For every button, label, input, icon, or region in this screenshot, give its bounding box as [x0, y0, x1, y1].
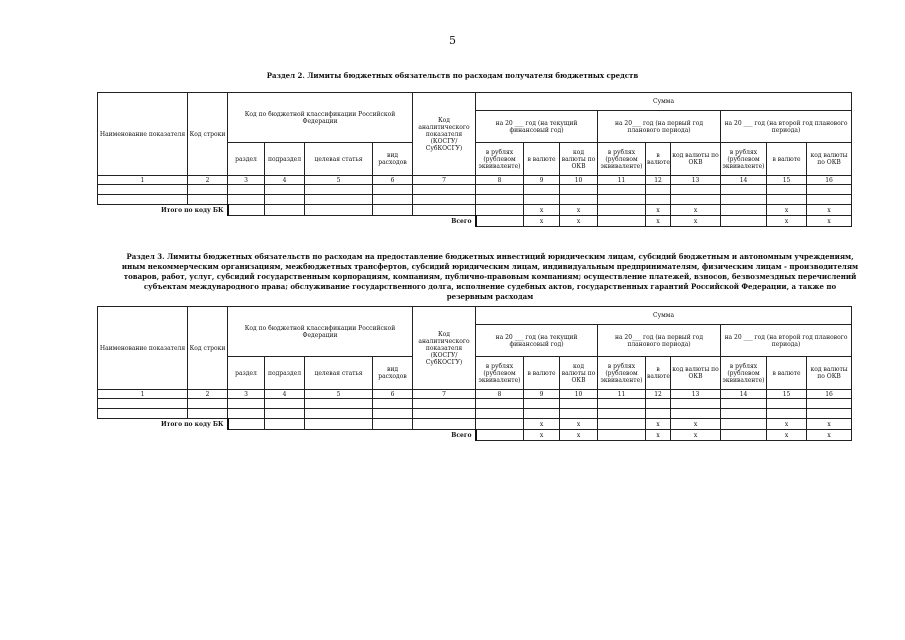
header-period-current: на 20 ___ год (на текущий финансовый год) — [476, 325, 598, 357]
section-2-title: Раздел 2. Лимиты бюджетных обязательств по расходам получателя бюджетных средств — [266, 71, 639, 80]
header-okv-current: код валюты по ОКВ — [560, 143, 598, 176]
col-number: 5 — [305, 176, 373, 185]
header-cur-first: в валюте — [646, 357, 671, 390]
table-row — [98, 409, 852, 419]
table-row — [98, 399, 852, 409]
x-mark: x — [807, 216, 852, 227]
col-number: 6 — [373, 176, 413, 185]
x-mark: x — [807, 205, 852, 216]
total-bk-row — [98, 419, 852, 430]
col-number: 14 — [721, 390, 767, 399]
col-number: 13 — [671, 176, 721, 185]
section-3-title: Раздел 3. Лимиты бюджетных обязательств по расходам на предоставление бюджетных инвестиций юридическим лицам, субсидий бюджетным и автономным учреждениям, иным некоммерческим организациям, межбюджетных трансфертов, субсидий юридическим лицам, индивидуальным предпринимателям, физическим лицам - производителям товаров, работ, услуг, субсидий государственным корпорациям, компаниям, публично-правовым компаниям; осуществление платежей, взносов, безвозмездных перечислений субъектам международного права; обслуживание государственного долга, исполнение судебных актов, государственных гарантий Российской Федерации, а также по резервным расходам — [121, 252, 859, 301]
section-3-table — [97, 306, 852, 441]
header-analytic: Код аналитического показателя (КОСГУ/ СубКОСГУ) — [413, 93, 476, 176]
x-mark: x — [807, 419, 852, 430]
x-mark: x — [646, 419, 671, 430]
total-bk-row — [98, 205, 852, 216]
section-2-table — [97, 92, 852, 227]
col-number: 1 — [98, 390, 188, 399]
col-number: 8 — [476, 176, 524, 185]
header-okv-current: код валюты по ОКВ — [560, 357, 598, 390]
col-number: 1 — [98, 176, 188, 185]
page-number: 5 — [449, 34, 456, 47]
x-mark: x — [767, 430, 807, 441]
col-number: 2 — [188, 390, 228, 399]
x-mark: x — [524, 205, 560, 216]
header-rub-second: в рублях (рублевом эквиваленте) — [721, 143, 767, 176]
x-mark: x — [671, 216, 721, 227]
col-number: 10 — [560, 176, 598, 185]
grand-total-row — [98, 430, 852, 441]
header-rub-current: в рублях (рублевом эквиваленте) — [476, 143, 524, 176]
x-mark: x — [671, 419, 721, 430]
col-number: 10 — [560, 390, 598, 399]
grand-total-row — [98, 216, 852, 227]
header-period-current: на 20 ___ год (на текущий финансовый год) — [476, 111, 598, 143]
x-mark: x — [767, 419, 807, 430]
header-okv-second: код валюты по ОКВ — [807, 143, 852, 176]
header-name: Наименование показателя — [98, 93, 188, 176]
header-rub-second: в рублях (рублевом эквиваленте) — [721, 357, 767, 390]
col-number: 16 — [807, 176, 852, 185]
header-podrazdel: подраздел — [265, 357, 305, 390]
header-okv-second: код валюты по ОКВ — [807, 357, 852, 390]
x-mark: x — [524, 419, 560, 430]
col-number: 12 — [646, 176, 671, 185]
x-mark: x — [524, 216, 560, 227]
header-analytic: Код аналитического показателя (КОСГУ/ СубКОСГУ) — [413, 307, 476, 390]
col-number: 8 — [476, 390, 524, 399]
header-target-article: целевая статья — [305, 143, 373, 176]
x-mark: x — [671, 205, 721, 216]
total-bk-label: Итого по коду БК — [161, 420, 224, 428]
x-mark: x — [646, 205, 671, 216]
x-mark: x — [646, 430, 671, 441]
header-period-first: на 20___ год (на первый год планового периода) — [598, 111, 721, 143]
col-number: 4 — [265, 176, 305, 185]
total-bk-label: Итого по коду БК — [161, 206, 224, 214]
col-number: 3 — [228, 390, 265, 399]
header-cur-second: в валюте — [767, 357, 807, 390]
header-period-first: на 20___ год (на первый год планового периода) — [598, 325, 721, 357]
header-bk: Код по бюджетной классификации Российской Федерации — [228, 307, 413, 357]
header-expense-type: вид расходов — [373, 143, 413, 176]
header-cur-current: в валюте — [524, 143, 560, 176]
x-mark: x — [560, 430, 598, 441]
header-period-second: на 20 ___ год (на второй год планового периода) — [721, 325, 852, 357]
col-number: 6 — [373, 390, 413, 399]
table-row — [98, 195, 852, 205]
col-number: 11 — [598, 390, 646, 399]
header-podrazdel: подраздел — [265, 143, 305, 176]
grand-total-label: Всего — [451, 217, 472, 225]
col-number: 5 — [305, 390, 373, 399]
header-sum: Сумма — [476, 307, 852, 325]
x-mark: x — [767, 205, 807, 216]
header-rub-current: в рублях (рублевом эквиваленте) — [476, 357, 524, 390]
col-number: 7 — [413, 390, 476, 399]
header-rub-first: в рублях (рублевом эквиваленте) — [598, 143, 646, 176]
col-number: 13 — [671, 390, 721, 399]
col-number: 9 — [524, 176, 560, 185]
x-mark: x — [560, 216, 598, 227]
header-okv-first: код валюты по ОКВ — [671, 357, 721, 390]
x-mark: x — [560, 419, 598, 430]
col-number: 3 — [228, 176, 265, 185]
grand-total-label: Всего — [451, 431, 472, 439]
col-number: 16 — [807, 390, 852, 399]
header-cur-current: в валюте — [524, 357, 560, 390]
col-number: 14 — [721, 176, 767, 185]
header-bk: Код по бюджетной классификации Российской Федерации — [228, 93, 413, 143]
x-mark: x — [524, 430, 560, 441]
header-row-code: Код строки — [188, 307, 228, 390]
header-cur-second: в валюте — [767, 143, 807, 176]
col-number: 4 — [265, 390, 305, 399]
header-razdel: раздел — [228, 357, 265, 390]
header-expense-type: вид расходов — [373, 357, 413, 390]
header-target-article: целевая статья — [305, 357, 373, 390]
x-mark: x — [646, 216, 671, 227]
header-row-code: Код строки — [188, 93, 228, 176]
col-number: 11 — [598, 176, 646, 185]
col-number: 7 — [413, 176, 476, 185]
col-number: 15 — [767, 176, 807, 185]
table-row — [98, 185, 852, 195]
header-rub-first: в рублях (рублевом эквиваленте) — [598, 357, 646, 390]
x-mark: x — [767, 216, 807, 227]
col-number: 15 — [767, 390, 807, 399]
col-number: 9 — [524, 390, 560, 399]
col-number: 12 — [646, 390, 671, 399]
header-okv-first: код валюты по ОКВ — [671, 143, 721, 176]
header-sum: Сумма — [476, 93, 852, 111]
header-cur-first: в валюте — [646, 143, 671, 176]
col-number: 2 — [188, 176, 228, 185]
header-razdel: раздел — [228, 143, 265, 176]
header-name: Наименование показателя — [98, 307, 188, 390]
x-mark: x — [671, 430, 721, 441]
header-period-second: на 20 ___ год (на второй год планового периода) — [721, 111, 852, 143]
x-mark: x — [560, 205, 598, 216]
x-mark: x — [807, 430, 852, 441]
